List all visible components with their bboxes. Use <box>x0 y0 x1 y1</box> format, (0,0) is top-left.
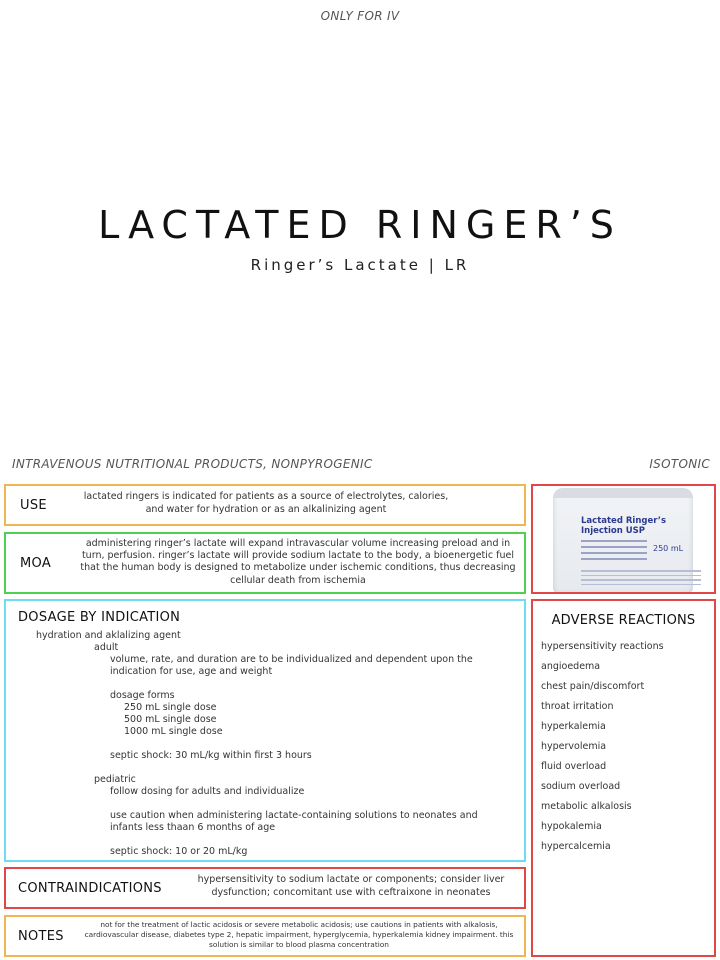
dosage-pediatric-caution-2: infants less thaan 6 months of age <box>110 822 276 833</box>
contraindications-label: CONTRAINDICATIONS <box>18 881 162 896</box>
adverse-reaction-item: hypersensitivity reactions <box>541 641 664 652</box>
iv-bag-volume: 250 mL <box>653 544 684 553</box>
iv-bag-fine-print <box>581 570 701 588</box>
dosage-adult-label: adult <box>94 642 119 653</box>
adverse-reaction-item: chest pain/discomfort <box>541 681 645 692</box>
dosage-pediatric-caution-1: use caution when administering lactate-containing solutions to neonates and <box>110 810 478 821</box>
use-label: USE <box>20 498 47 513</box>
use-section <box>4 484 526 526</box>
dosage-indication: hydration and aklalizing agent <box>36 630 181 641</box>
use-text: lactated ringers is indicated for patients as a source of electrolytes, calories, and water for hydration or as an alkalinizing agent <box>83 491 449 515</box>
iv-bag-label-lines <box>581 540 647 564</box>
iv-bag-top <box>553 488 693 498</box>
contraindications-section <box>4 867 526 909</box>
adverse-reactions-title: ADVERSE REACTIONS <box>551 613 696 628</box>
notes-label: NOTES <box>18 929 64 944</box>
tonicity-label: ISOTONIC <box>649 457 710 471</box>
adverse-reaction-item: metabolic alkalosis <box>541 801 632 812</box>
dosage-pediatric-label: pediatric <box>94 774 136 785</box>
dosage-pediatric-follow: follow dosing for adults and individualize <box>110 786 305 797</box>
dosage-adult-septic: septic shock: 30 mL/kg within first 3 hours <box>110 750 312 761</box>
drug-category: INTRAVENOUS NUTRITIONAL PRODUCTS, NONPYROGENIC <box>12 457 373 471</box>
adverse-reaction-item: hypercalcemia <box>541 841 611 852</box>
adverse-reactions-section <box>531 599 716 957</box>
adverse-reaction-item: hypokalemia <box>541 821 602 832</box>
adverse-reaction-item: sodium overload <box>541 781 621 792</box>
adverse-reaction-item: hypervolemia <box>541 741 607 752</box>
dosage-adult-text-2: indication for use, age and weight <box>110 666 273 677</box>
contraindications-text: hypersensitivity to sodium lactate or components; consider liver dysfunction; concomitant use with ceftraixone in neonates <box>197 874 505 898</box>
route-note: ONLY FOR IV <box>320 9 400 23</box>
dosage-section <box>4 599 526 862</box>
iv-bag-illustration <box>553 488 693 594</box>
dosage-adult-text-1: volume, rate, and duration are to be individualized and dependent upon the <box>110 654 473 665</box>
product-image-frame <box>531 484 716 594</box>
adverse-reaction-item: angioedema <box>541 661 601 672</box>
adverse-reaction-item: fluid overload <box>541 761 607 772</box>
notes-text: not for the treatment of lactic acidosis or severe metabolic acidosis; use cautions in patients with alkalosis, cardiovascular disease, diabetes type 2, hepatic impairment, hyperglycemia, hyperkalemia kidney impairment. this solution is similar to blood plasma concentration <box>84 920 514 949</box>
page-title: LACTATED RINGER’S <box>98 203 622 247</box>
dosage-form-item: 250 mL single dose <box>124 702 217 713</box>
adverse-reaction-item: throat irritation <box>541 701 614 712</box>
iv-bag-brand-text: Lactated Ringer’s Injection USP <box>581 516 667 536</box>
dosage-title: DOSAGE BY INDICATION <box>18 610 181 625</box>
adverse-reactions-list <box>541 641 664 861</box>
moa-section <box>4 532 526 594</box>
dosage-form-item: 1000 mL single dose <box>124 726 223 737</box>
moa-label: MOA <box>20 556 52 571</box>
page-subtitle: Ringer’s Lactate | LR <box>250 256 470 274</box>
dosage-forms-label: dosage forms <box>110 690 175 701</box>
dosage-pediatric-septic: septic shock: 10 or 20 mL/kg <box>110 846 248 857</box>
notes-section <box>4 915 526 957</box>
moa-text: administering ringer’s lactate will expand intravascular volume increasing preload and in turn, perfusion. ringer’s lactate will provide sodium lactate to the body, a bioenergetic fuel that the human body is designed to metabolize under ischemic conditions, thus decreasing cellular death from ischemia <box>80 538 516 586</box>
adverse-reaction-item: hyperkalemia <box>541 721 606 732</box>
dosage-form-item: 500 mL single dose <box>124 714 217 725</box>
